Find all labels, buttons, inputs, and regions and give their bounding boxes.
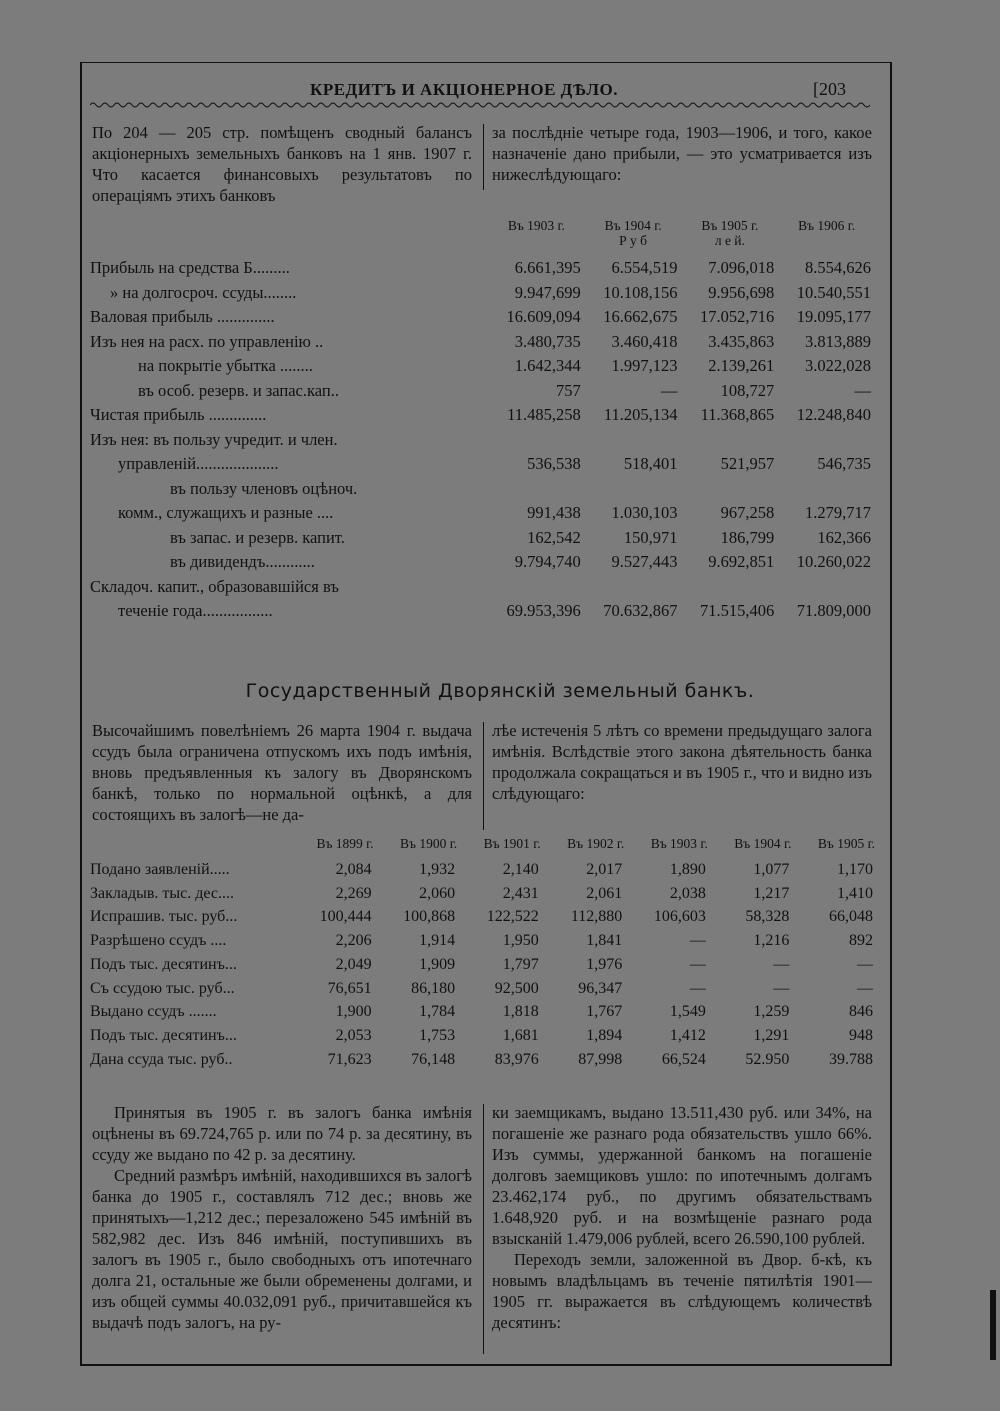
value-cell: 17.052,716 <box>700 307 775 326</box>
value-cell <box>488 428 585 453</box>
value-cell <box>682 428 779 453</box>
noble-bank-table <box>90 836 875 1071</box>
row-label: Изъ нея на расх. по управленiю .. <box>90 331 324 351</box>
value-cell: 6.661,395 <box>514 258 581 277</box>
table-row <box>90 575 875 600</box>
value-cell: 87,998 <box>578 1050 623 1068</box>
table-corner-cell <box>90 218 488 256</box>
column-header: Въ 1904 г. Р у б <box>604 218 662 248</box>
column-header: Въ 1900 г. <box>400 836 458 851</box>
value-cell: 521,957 <box>720 454 775 473</box>
value-cell: 100,868 <box>403 908 456 926</box>
table-row <box>90 550 875 575</box>
value-cell: 1,894 <box>586 1026 623 1044</box>
value-cell: 10.540,551 <box>796 282 871 302</box>
section-left-column: Высочайшимъ повелѣнiемъ 26 марта 1904 г. выдача ссудъ была ограничена отпускомъ ихъ подъ имѣнiя, вновь предъявленныя къ залогу въ Дворянскомъ банкѣ, только по нормальной оцѣнкѣ, а для состоящихъ въ залогѣ—не да- <box>92 721 472 824</box>
value-cell: 122,522 <box>486 908 539 926</box>
column-divider <box>483 1104 484 1354</box>
value-cell: 106,603 <box>653 908 706 926</box>
value-cell: 1,914 <box>419 932 456 950</box>
value-cell: 1.642,344 <box>514 356 581 375</box>
value-cell: 518,401 <box>623 454 678 473</box>
row-label: комм., служащихъ и разные .... <box>118 503 334 522</box>
value-cell: 70.632,867 <box>603 601 678 620</box>
value-cell: 1.030,103 <box>611 503 678 522</box>
column-header: Въ 1899 г. <box>316 836 374 851</box>
value-cell: 1,681 <box>502 1026 539 1044</box>
value-cell <box>682 477 779 502</box>
value-cell: — <box>854 380 871 400</box>
value-cell <box>585 477 682 502</box>
table-row <box>90 256 875 281</box>
section-heading: Государственный Дворянскiй земельный банкъ. <box>245 680 755 702</box>
value-cell: 11.485,258 <box>507 405 581 424</box>
value-cell: 16.662,675 <box>603 307 678 326</box>
value-cell: — <box>773 979 790 997</box>
paragraph: ки заемщикамъ, выдано 13.511,430 руб. или 34%, на погашенiе же разнаго рода обязательствъ ушло 66%. Изъ суммы, удержанной банкомъ на погашенiе долговъ заемщиковъ ушло: по ипотечнымъ долгамъ 23.462,174 руб., по другимъ обязательствамъ 1.648,920 руб. и на возмѣщенiе разнаго рода взысканiй 1.479,006 рублей, всего 26.590,100 рублей. <box>492 1103 872 1248</box>
value-cell: 2,049 <box>335 955 372 973</box>
value-cell: — <box>857 979 873 997</box>
table-row <box>90 452 875 477</box>
value-cell: 11.368,865 <box>700 405 775 424</box>
scan-edge-mark <box>990 1290 996 1360</box>
table-row <box>90 428 875 453</box>
value-cell: 2,431 <box>502 884 539 902</box>
value-cell: 1,291 <box>753 1026 790 1044</box>
table-row <box>90 526 875 551</box>
value-cell: 536,538 <box>527 454 581 473</box>
value-cell: 1,900 <box>335 1003 372 1021</box>
value-cell <box>778 575 875 600</box>
column-header: Въ 1901 г. <box>483 836 541 851</box>
column-header: Въ 1905 г. <box>817 836 875 851</box>
value-cell: 3.480,735 <box>514 331 581 351</box>
value-cell: 92,500 <box>494 979 539 997</box>
table-row <box>90 858 875 882</box>
value-cell: 10.108,156 <box>603 282 678 302</box>
value-cell: 1,784 <box>419 1003 456 1021</box>
value-cell <box>778 477 875 502</box>
table-row <box>90 882 875 906</box>
value-cell: 2,269 <box>335 884 372 902</box>
value-cell <box>682 575 779 600</box>
value-cell: 71,623 <box>327 1050 372 1068</box>
value-cell: 846 <box>849 1003 873 1021</box>
column-header: Въ 1906 г. <box>798 218 856 233</box>
row-label: Закладыв. тыс. дес.... <box>90 884 235 902</box>
value-cell: — <box>661 380 678 400</box>
value-cell: 1,818 <box>502 1003 539 1021</box>
table-header-row <box>90 218 875 256</box>
column-divider <box>483 124 484 190</box>
value-cell: 186,799 <box>720 527 775 547</box>
table-row <box>90 1048 875 1072</box>
table-row <box>90 477 875 502</box>
value-cell: 546,735 <box>817 454 871 473</box>
row-label: въ особ. резерв. и запас.кап.. <box>138 380 339 400</box>
table-row <box>90 354 875 379</box>
value-cell: 1,767 <box>586 1003 623 1021</box>
frame-top-rule <box>80 62 892 63</box>
section-right-column: лѣе истеченiя 5 лѣтъ со времени предыдущаго залога имѣнiя. Вслѣдствiе этого закона дѣятельность банка продолжала сокращаться и въ 1905 г., что и видно изъ слѣдующаго: <box>492 721 872 803</box>
row-label: теченiе года................. <box>118 601 273 620</box>
value-cell: 108,727 <box>720 380 775 400</box>
value-cell: 1.279,717 <box>805 503 871 522</box>
value-cell: 3.460,418 <box>611 331 678 351</box>
value-cell: 39.788 <box>829 1050 873 1068</box>
row-label: управленiй.................... <box>118 454 279 473</box>
value-cell: 948 <box>849 1026 873 1044</box>
column-header: Въ 1902 г. <box>567 836 625 851</box>
value-cell: 1,909 <box>419 955 456 973</box>
value-cell: 2,061 <box>586 884 623 902</box>
value-cell: 9.956,698 <box>708 282 775 302</box>
value-cell: 2,038 <box>669 884 706 902</box>
value-cell: 9.527,443 <box>611 552 678 571</box>
value-cell: 3.022,028 <box>805 356 871 375</box>
paragraph: Средний размѣръ имѣнiй, находившихся въ залогѣ банка до 1905 г., составлялъ 712 дес.; вновь же принятыхъ—1,212 дес.; перезаложено 545 имѣнiй въ 582,982 дес. Изъ 846 имѣнiй, поступившихъ въ залогъ въ 1905 г., было свободныхъ отъ ипотечнаго долга 21, остальные же были обременены долгами, и изъ общей суммы 40.032,091 руб., причитавшейся къ выдачѣ подъ залогъ, на ру- <box>92 1166 472 1332</box>
value-cell: 66,524 <box>661 1050 706 1068</box>
value-cell: 150,971 <box>623 527 678 547</box>
value-cell: 2,140 <box>502 861 539 878</box>
unit-label: л е й. <box>714 233 745 248</box>
value-cell: — <box>689 955 706 973</box>
value-cell <box>488 575 585 600</box>
value-cell: 892 <box>849 932 873 950</box>
value-cell: 1,890 <box>669 861 706 878</box>
value-cell: — <box>689 979 706 997</box>
value-cell: 9.794,740 <box>514 552 581 571</box>
row-label: Подъ тыс. десятинъ... <box>90 1026 237 1044</box>
page-number: [203 <box>813 79 846 99</box>
value-cell: 83,976 <box>494 1050 539 1068</box>
value-cell: 2,017 <box>586 861 623 878</box>
table-row <box>90 281 875 306</box>
closing-left-column <box>92 1102 472 1333</box>
value-cell: 2,053 <box>335 1026 372 1044</box>
value-cell: 1,217 <box>753 884 790 902</box>
value-cell: 8.554,626 <box>805 258 871 277</box>
value-cell: 16.609,094 <box>506 307 581 326</box>
row-label: Подъ тыс. десятинъ... <box>90 955 237 973</box>
table-row <box>90 905 875 929</box>
value-cell: 9.947,699 <box>514 282 581 302</box>
value-cell: 1,976 <box>586 955 623 973</box>
value-cell: 1,932 <box>419 861 456 878</box>
row-label: Складоч. капит., образовавшiйся въ <box>90 576 339 596</box>
table-row <box>90 977 875 1001</box>
row-label: Испрашив. тыс. руб... <box>90 908 238 926</box>
table-row <box>90 501 875 526</box>
column-divider <box>483 722 484 830</box>
value-cell: — <box>689 932 706 950</box>
value-cell <box>488 477 585 502</box>
value-cell <box>585 428 682 453</box>
value-cell: 2.139,261 <box>708 356 775 375</box>
value-cell: 1,259 <box>753 1003 790 1021</box>
table-row <box>90 599 875 624</box>
row-label: Съ ссудою тыс. руб... <box>90 979 235 997</box>
value-cell: 112,880 <box>570 908 623 926</box>
value-cell: 86,180 <box>411 979 456 997</box>
value-cell: 12.248,840 <box>796 405 871 424</box>
table-row <box>90 1000 875 1024</box>
table-row <box>90 1024 875 1048</box>
value-cell: 9.692,851 <box>708 552 775 571</box>
value-cell: 1,216 <box>753 932 790 950</box>
value-cell <box>585 575 682 600</box>
value-cell: 10.260,022 <box>796 552 871 571</box>
value-cell: 162,366 <box>817 527 871 547</box>
value-cell: 66,048 <box>829 908 873 926</box>
value-cell: 3.435,863 <box>708 331 775 351</box>
paragraph: Принятыя въ 1905 г. въ залогъ банка имѣнiя оцѣнены въ 69.724,765 р. или по 74 р. за десятину, въ ссуду же выдано по 42 р. за десятину. <box>92 1103 472 1164</box>
row-label: въ запас. и резерв. капит. <box>170 527 345 547</box>
value-cell: 1,077 <box>753 861 790 878</box>
value-cell: 1,753 <box>419 1026 456 1044</box>
column-header: Въ 1903 г. <box>650 836 708 851</box>
value-cell: 1,797 <box>502 955 539 973</box>
column-header: Въ 1905 г. л е й. <box>701 218 759 248</box>
row-label: Валовая прибыль .............. <box>90 307 275 326</box>
row-label: Разрѣшено ссудъ .... <box>90 932 227 950</box>
value-cell: 52.950 <box>745 1050 790 1068</box>
value-cell: 1,170 <box>837 861 873 878</box>
value-cell: 11.205,134 <box>603 405 678 424</box>
value-cell: 2,060 <box>419 884 456 902</box>
value-cell: 757 <box>556 380 581 400</box>
value-cell: 2,206 <box>335 932 372 950</box>
value-cell: 76,148 <box>411 1050 456 1068</box>
unit-label: Р у б <box>619 233 648 248</box>
value-cell: 1,841 <box>586 932 623 950</box>
row-label: Выдано ссудъ ....... <box>90 1003 217 1021</box>
closing-right-column <box>492 1102 872 1333</box>
row-label: въ дивидендъ............ <box>170 552 315 571</box>
page-header <box>80 78 890 102</box>
paragraph: Переходъ земли, заложенной въ Двор. б-кѣ, къ новымъ владѣльцамъ въ теченiе пятилѣтiя 1901—1905 гг. выражается въ слѣдующемъ количествѣ десятинъ: <box>492 1250 872 1332</box>
value-cell: 71.809,000 <box>796 601 871 620</box>
table-row <box>90 330 875 355</box>
table-header-row <box>90 836 875 858</box>
table-row <box>90 305 875 330</box>
row-label: въ пользу членовъ оцѣноч. <box>170 478 358 498</box>
value-cell <box>778 428 875 453</box>
wavy-divider <box>90 100 870 110</box>
row-label: на покрытiе убытка ........ <box>138 356 313 375</box>
row-label: » на долгосроч. ссуды........ <box>110 282 297 302</box>
intro-left-column: По 204 — 205 стр. помѣщенъ сводный балансъ акцiонерныхъ земельныхъ банковъ на 1 янв. 1907 г. Что касается финансовыхъ результатовъ по операцiямъ этихъ банковъ <box>92 123 472 205</box>
table-corner-cell <box>90 836 290 858</box>
row-label: Чистая прибыль .............. <box>90 405 267 424</box>
intro-right-column: за послѣднiе четыре года, 1903—1906, и того, какое назначенiе дано прибыли, — это усматривается изъ нижеслѣдующаго: <box>492 123 872 184</box>
value-cell: 69.953,396 <box>506 601 581 620</box>
value-cell: 7.096,018 <box>708 258 775 277</box>
value-cell: 991,438 <box>527 503 581 522</box>
value-cell: 6.554,519 <box>611 258 678 277</box>
bank-profits-table <box>90 218 875 624</box>
value-cell: 19.095,177 <box>796 307 871 326</box>
table-row <box>90 379 875 404</box>
value-cell: 96,347 <box>578 979 623 997</box>
value-cell: — <box>857 955 873 973</box>
value-cell: 1.997,123 <box>611 356 678 375</box>
table-row <box>90 403 875 428</box>
value-cell: 3.813,889 <box>805 331 871 351</box>
value-cell: 1,412 <box>669 1026 706 1044</box>
table-row <box>90 953 875 977</box>
value-cell: — <box>773 955 790 973</box>
value-cell: 1,950 <box>502 932 539 950</box>
value-cell: 1,549 <box>669 1003 706 1021</box>
value-cell: 58,328 <box>745 908 790 926</box>
column-header: Въ 1903 г. <box>507 218 565 233</box>
table-row <box>90 929 875 953</box>
column-header: Въ 1904 г. <box>734 836 792 851</box>
value-cell: 76,651 <box>327 979 372 997</box>
running-title: КРЕДИТЪ И АКЦIОНЕРНОЕ ДѢЛО. <box>310 80 619 99</box>
value-cell: 1,410 <box>837 884 873 902</box>
row-label: Подано заявленiй..... <box>90 861 230 878</box>
value-cell: 2,084 <box>335 861 372 878</box>
row-label: Прибыль на средства Б......... <box>90 258 290 277</box>
value-cell: 967,258 <box>720 503 775 522</box>
row-label: Изъ нея: въ пользу учредит. и член. <box>90 429 338 449</box>
value-cell: 71.515,406 <box>700 601 775 620</box>
value-cell: 162,542 <box>527 527 581 547</box>
row-label: Дана ссуда тыс. руб.. <box>90 1050 233 1068</box>
value-cell: 100,444 <box>319 908 372 926</box>
